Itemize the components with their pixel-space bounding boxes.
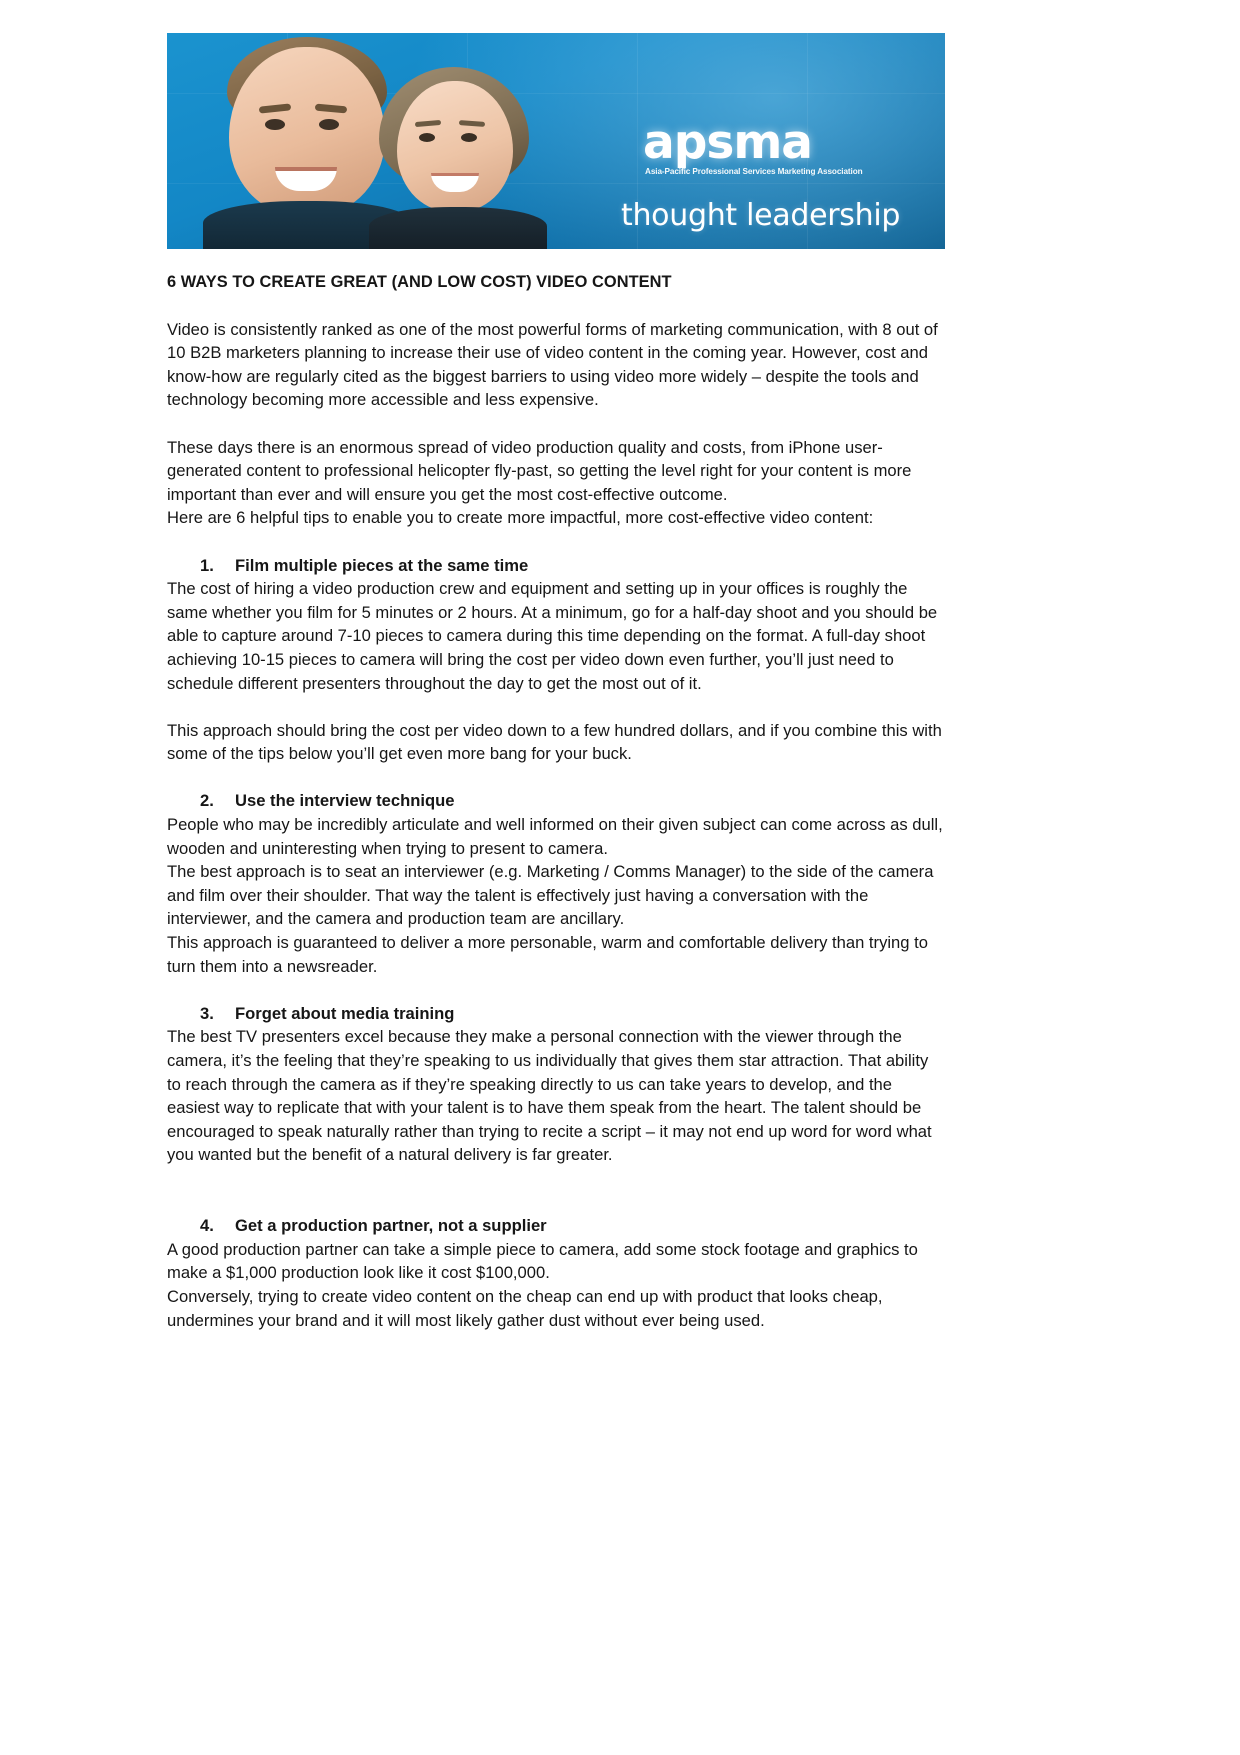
spacer xyxy=(167,1167,945,1191)
tip-2-heading-text: Use the interview technique xyxy=(235,791,455,811)
apsma-logo-wordmark: apsma xyxy=(643,115,813,170)
tip-4-paragraph-1: A good production partner can take a simple piece to camera, add some stock footage and graphics to make a $1,000 production look like it cost $100,000. xyxy=(167,1239,918,1283)
intro-paragraph-1: Video is consistently ranked as one of the most powerful forms of marketing communication, with 8 out of 10 B2B marketers planning to increase their use of video content in the coming year. However, cost and know-how are regularly cited as the biggest barriers to using video more widely – despite the tools and technology becoming more accessible and less expensive. xyxy=(167,319,938,410)
tip-2-number: 2. xyxy=(200,791,214,811)
tip-3-paragraph-1: The best TV presenters excel because they make a personal connection with the viewer through the camera, it’s the feeling that they’re speaking to us individually that gives them star attraction. That ability to reach through the camera as if they’re speaking directly to us can take years to develop, and the easiest way to replicate that with your talent is to have them speak from the heart. The talent should be encouraged to speak naturally rather than trying to recite a script – it may not end up word for word what you wanted but the benefit of a natural delivery is far greater. xyxy=(167,1027,932,1165)
tip-1-number: 1. xyxy=(200,555,214,575)
spacer xyxy=(167,766,945,790)
spacer xyxy=(167,1191,945,1215)
tip-1-heading xyxy=(167,554,945,578)
man-eye-left xyxy=(265,119,285,130)
spacer xyxy=(167,412,945,436)
woman-eye-left xyxy=(419,133,435,142)
spacer xyxy=(167,294,945,318)
tip-3-heading xyxy=(167,1002,945,1026)
tip-4-paragraph-2: Conversely, trying to create video content on the cheap can end up with product that looks cheap, undermines your brand and it will most likely gather dust without ever being used. xyxy=(167,1286,883,1330)
spacer xyxy=(167,978,945,1002)
banner-photo-woman xyxy=(363,33,553,249)
tip-3-heading-text: Forget about media training xyxy=(235,1003,455,1023)
spacer xyxy=(167,695,945,719)
tip-1-paragraph-2: This approach should bring the cost per video down to a few hundred dollars, and if you combine this with some of the tips below you’ll get even more bang for your buck. xyxy=(167,720,942,764)
tip-3-number: 3. xyxy=(200,1003,214,1023)
header-banner xyxy=(167,33,945,249)
page-content xyxy=(167,33,945,1332)
tip-2-heading xyxy=(167,789,945,813)
man-eye-right xyxy=(319,119,339,130)
apsma-logo xyxy=(621,115,921,233)
spacer xyxy=(167,530,945,554)
intro-paragraph-2: These days there is an enormous spread of video production quality and costs, from iPhone user-generated content to professional helicopter fly-past, so getting the level right for your content is more important than ever and will ensure you get the most cost-effective outcome. xyxy=(167,437,912,504)
tip-2-paragraph-2: The best approach is to seat an interviewer (e.g. Marketing / Comms Manager) to the side of the camera and film over their shoulder. That way the talent is effectively just having a conversation with the interviewer, and the camera and production team are ancillary. xyxy=(167,862,934,929)
tip-4-heading xyxy=(167,1214,945,1238)
article-body xyxy=(167,271,945,1332)
apsma-logo-subtitle: Asia-Pacific Professional Services Marketing Association xyxy=(645,166,863,176)
tip-4-number: 4. xyxy=(200,1216,214,1236)
tip-1-heading-text: Film multiple pieces at the same time xyxy=(235,555,529,575)
tip-2-paragraph-1: People who may be incredibly articulate and well informed on their given subject can come across as dull, wooden and uninteresting when trying to present to camera. xyxy=(167,815,943,858)
tip-4-heading-text: Get a production partner, not a supplier xyxy=(235,1216,547,1236)
intro-paragraph-3: Here are 6 helpful tips to enable you to create more impactful, more cost-effective video content: xyxy=(167,508,874,528)
tip-1-paragraph-1: The cost of hiring a video production crew and equipment and setting up in your offices is roughly the same whether you film for 5 minutes or 2 hours. At a minimum, go for a half-day shoot and you should be able to capture around 7-10 pieces to camera during this time depending on the format. A full-day shoot achieving 10-15 pieces to camera will bring the cost per video down even further, you’ll just need to schedule different presenters throughout the day to get the most out of it. xyxy=(167,579,938,693)
tip-2-paragraph-3: This approach is guaranteed to deliver a more personable, warm and comfortable delivery than trying to turn them into a newsreader. xyxy=(167,933,928,976)
woman-shoulders xyxy=(369,207,547,249)
page-title: 6 WAYS TO CREATE GREAT (AND LOW COST) VIDEO CONTENT xyxy=(167,273,672,291)
banner-tagline: thought leadership xyxy=(621,197,901,233)
woman-eye-right xyxy=(461,133,477,142)
